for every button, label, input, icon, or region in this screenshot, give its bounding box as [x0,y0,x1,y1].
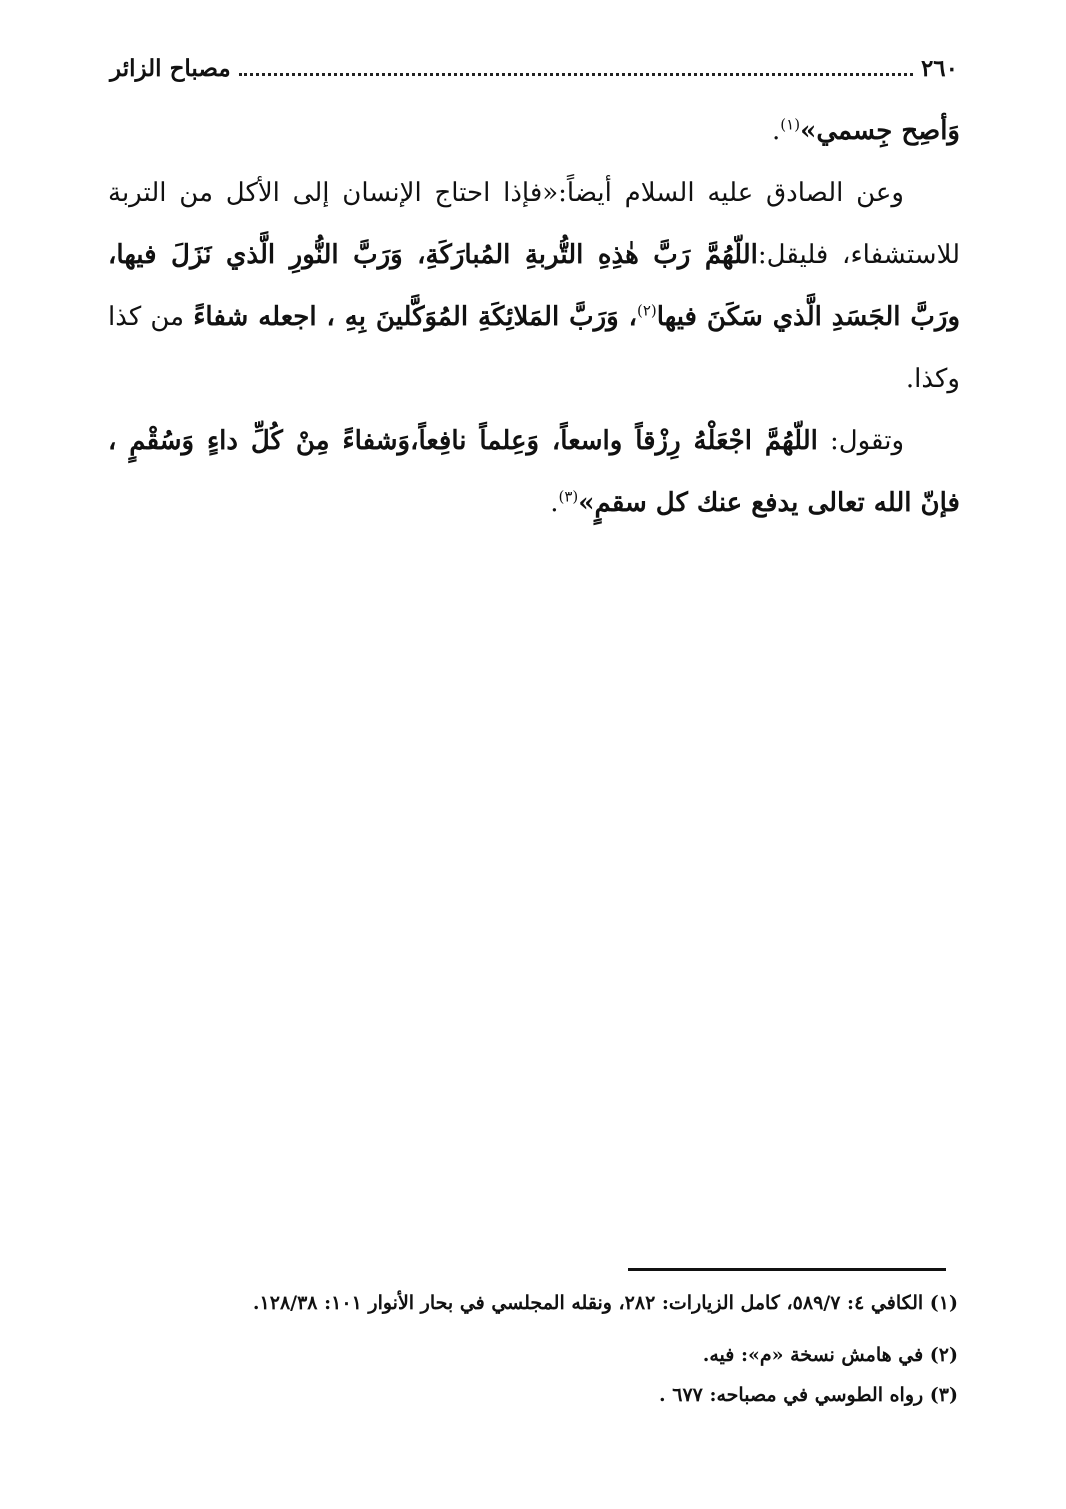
page-number: ٢٦٠ [920,54,958,82]
footnote-divider [628,1268,946,1271]
footnote-2: (٢) في هامش نسخة «م»: فيه. [702,1344,958,1366]
footnote-1: (١) الكافي ٤: ٥٨٩/٧، كامل الزيارات: ٢٨٢، ونقله المجلسي في بحار الأنوار ١٠١: ١٢٨/٣٨. [252,1292,958,1314]
paragraph-2-supplication-a: اللّهُمَّ رَبَّ هٰذِهِ التُّربةِ المُبارَكَةِ، وَرَبَّ النُّورِ الَّذي نَزَلَ فيها، ورَبَّ الجَسَدِ الَّذي سَكَنَ فيها [108,240,961,332]
running-title: مصباح الزائر [110,54,231,82]
paragraph-3 [108,410,960,534]
footnotes [120,1290,958,1408]
leader-dots [239,73,913,76]
paragraph-1-tail: . [772,116,781,146]
paragraph-2-tail: من كذا وكذا. [108,302,960,394]
paragraph-1 [108,100,960,162]
footnote-ref-3: (٣) [558,487,579,506]
footnote-ref-1: (١) [780,115,801,134]
paragraph-2-intro: وعن الصادق عليه السلام أيضاً:«فإذا احتاج الإنسان إلى الأكل من التربة للاستشفاء، فليقل: [108,178,961,270]
paragraph-3-tail: . [550,488,559,518]
page-header [110,46,958,90]
paragraph-3-supplication: اللّهُمَّ اجْعَلْهُ رِزْقاً واسعاً، وَعِلماً نافِعاً،وَشفاءً مِنْ كُلِّ داءٍ وَسُقْمٍ ، فإنّ الله تعالى يدفع عنك كل سقمٍ» [108,426,960,518]
main-text [108,100,960,534]
paragraph-1-text: وَأصِح جِسمي» [800,116,960,146]
footnote-ref-2: (٢) [637,301,657,320]
paragraph-2 [108,162,960,410]
paragraph-2-supplication-b: ، وَرَبَّ المَلائِكَةِ المُوَكَّلينَ بِهِ ، اجعله شفاءً [193,302,637,332]
paragraph-3-intro: وتقول: [817,426,904,456]
footnote-3: (٣) رواه الطوسي في مصباحه: ٦٧٧ . [659,1384,958,1406]
